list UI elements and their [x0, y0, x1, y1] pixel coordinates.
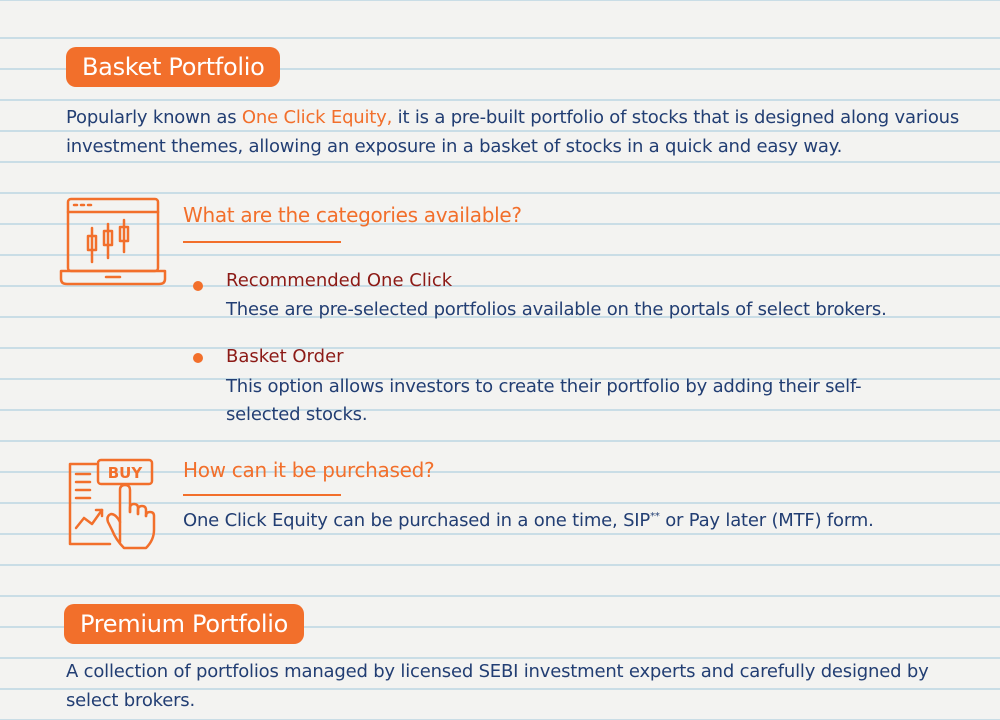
intro-post: it is a pre-built portfolio of stocks that is designed along various investment themes, allowing an exposure in a basket of stocks in a quick and easy way.: [66, 107, 960, 157]
premium-desc: A collection of portfolios managed by licensed SEBI investment experts and carefully designed by select brokers.: [66, 661, 929, 711]
item-title-basket-order: Basket Order: [226, 346, 344, 367]
intro-pre: Popularly known as: [66, 107, 242, 128]
bullet-recommended: [193, 281, 203, 291]
item-desc-recommended: These are pre-selected portfolios available on the portals of select brokers.: [226, 299, 887, 320]
purchase-desc: [183, 510, 874, 531]
buy-icon-text: BUY: [107, 464, 143, 482]
laptop-candlestick-chart-icon: [58, 196, 168, 292]
purchase-desc-pre: One Click Equity can be purchased in a one time, SIP: [183, 510, 651, 531]
purchase-desc-sup: **: [650, 511, 660, 522]
premium-portfolio-tag: Premium Portfolio: [64, 604, 304, 644]
basket-portfolio-tag: Basket Portfolio: [66, 47, 280, 87]
basket-intro: [66, 103, 966, 161]
categories-underline: [183, 241, 341, 243]
purchase-heading: How can it be purchased?: [183, 458, 435, 482]
intro-highlight: One Click Equity,: [241, 107, 393, 128]
item-desc-basket-order: This option allows investors to create their portfolio by adding their self-selected stocks.: [226, 376, 862, 425]
item-title-recommended: Recommended One Click: [226, 270, 453, 291]
categories-heading: What are the categories available?: [183, 203, 522, 227]
purchase-desc-post: or Pay later (MTF) form.: [659, 510, 874, 531]
buy-button-hand-icon: [66, 456, 156, 554]
bullet-basket-order: [193, 353, 203, 363]
purchase-underline: [183, 494, 341, 496]
